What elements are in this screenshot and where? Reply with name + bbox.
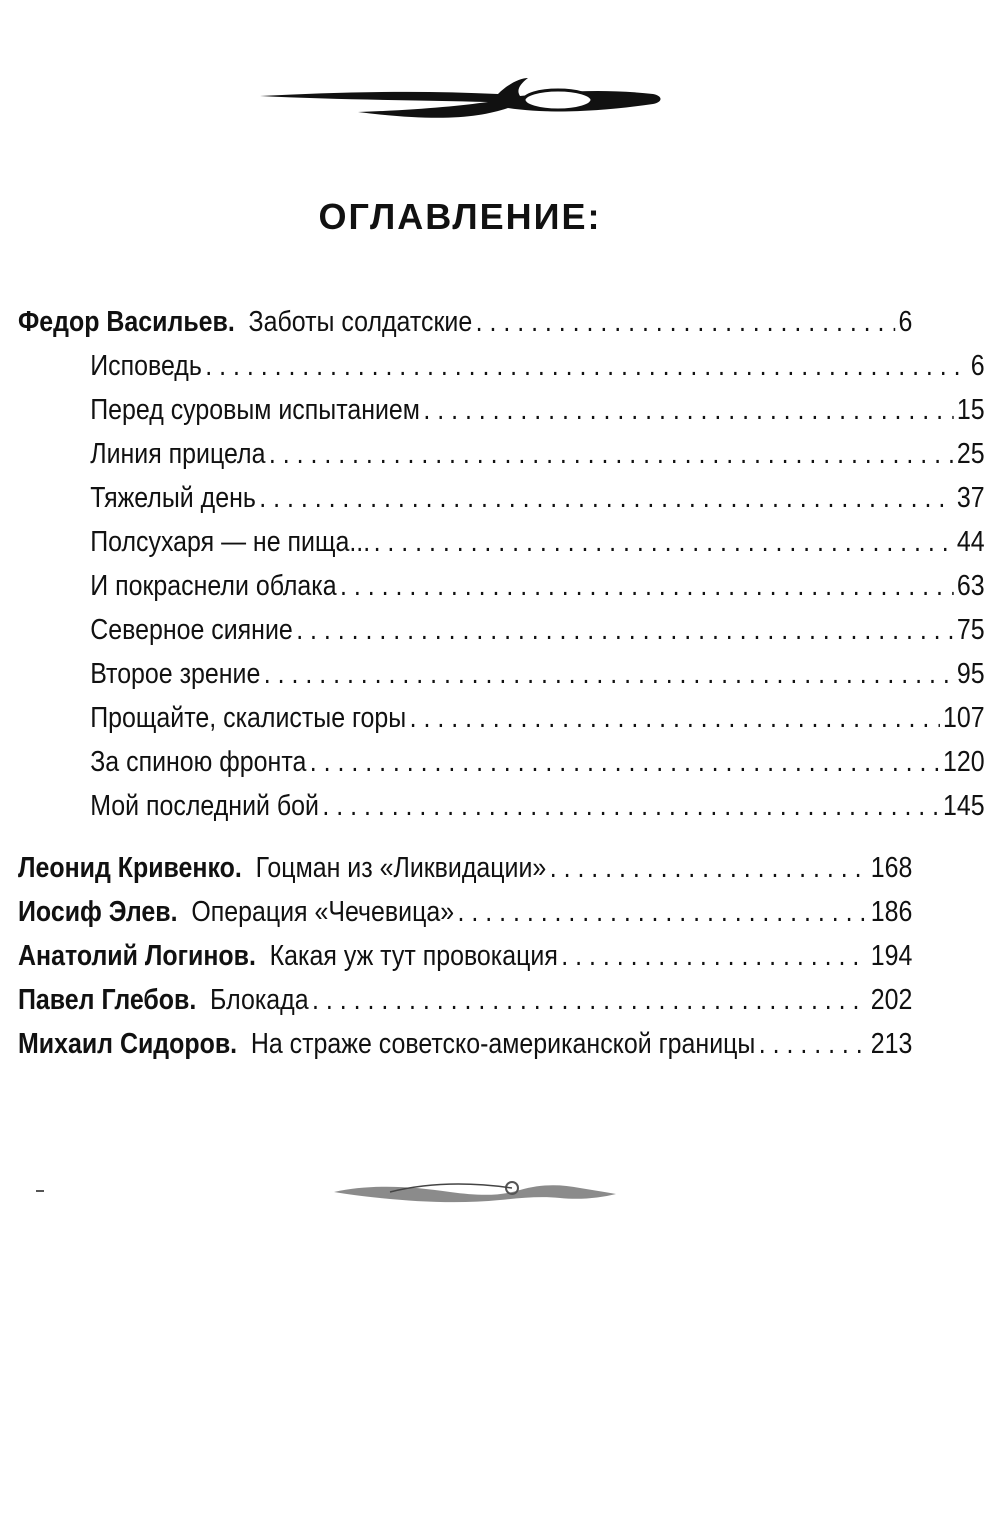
toc-entry[interactable] xyxy=(18,934,912,978)
dot-leader xyxy=(312,978,867,1022)
toc-page-number: 44 xyxy=(956,526,985,558)
dot-leader xyxy=(264,652,954,696)
dot-leader xyxy=(759,1022,868,1066)
toc-title: ОГЛАВЛЕНИЕ: xyxy=(318,196,602,237)
toc-subentry-title: Прощайте, скалистые горы xyxy=(90,702,407,734)
dot-leader xyxy=(296,608,953,652)
toc-subentry-title: Линия прицела xyxy=(90,438,266,470)
top-ornament-flourish xyxy=(258,70,668,130)
toc-author: Анатолий Логинов. xyxy=(18,940,256,972)
toc-entry[interactable] xyxy=(18,890,912,934)
dot-leader xyxy=(322,784,939,828)
toc-page-number: 63 xyxy=(956,570,985,602)
toc-entry-title: Какая уж тут провокация xyxy=(269,940,558,972)
toc-page-number: 202 xyxy=(870,984,913,1016)
dot-leader xyxy=(476,300,895,344)
toc-author: Иосиф Элев. xyxy=(18,896,178,928)
dot-leader xyxy=(410,696,940,740)
toc-subentry[interactable] xyxy=(18,564,985,608)
toc-subentry-title: За спиною фронта xyxy=(90,746,307,778)
toc-entry-title: Гоцман из «Ликвидации» xyxy=(255,852,547,884)
toc-subentry-title: Северное сияние xyxy=(90,614,293,646)
toc-subentry-title: Полсухаря — не пища... xyxy=(90,526,371,558)
toc-entry-title: Заботы солдатские xyxy=(248,306,473,338)
toc-page-number: 15 xyxy=(956,394,985,426)
dot-leader xyxy=(374,520,954,564)
toc-author: Павел Глебов. xyxy=(18,984,197,1016)
toc-subentry-title: Перед суровым испытанием xyxy=(90,394,420,426)
toc-subentry[interactable] xyxy=(18,476,985,520)
toc-subentry[interactable] xyxy=(18,432,985,476)
toc-subentry[interactable] xyxy=(18,608,985,652)
toc-subentry-title: Второе зрение xyxy=(90,658,261,690)
toc-page-number: 6 xyxy=(970,350,985,382)
bottom-ornament-flourish xyxy=(330,1172,620,1212)
toc-page-number: 120 xyxy=(943,746,985,778)
toc-author: Михаил Сидоров. xyxy=(18,1028,238,1060)
table-of-contents xyxy=(18,300,985,1066)
toc-page-number: 37 xyxy=(956,482,985,514)
toc-page-number: 25 xyxy=(956,438,985,470)
toc-subentry[interactable] xyxy=(18,652,985,696)
dot-leader xyxy=(269,432,954,476)
toc-page-number: 186 xyxy=(870,896,913,928)
toc-entry-title: На страже советско-американской границы xyxy=(250,1028,756,1060)
toc-subentry[interactable] xyxy=(18,520,985,564)
toc-subentry[interactable] xyxy=(18,696,985,740)
toc-subentry[interactable] xyxy=(18,388,985,432)
toc-subentry-title: Мой последний бой xyxy=(90,790,319,822)
dot-leader xyxy=(310,740,940,784)
toc-subentry[interactable] xyxy=(18,344,985,388)
dot-leader xyxy=(550,846,868,890)
dot-leader xyxy=(423,388,953,432)
toc-page-number: 95 xyxy=(956,658,985,690)
dot-leader xyxy=(458,890,868,934)
toc-subentry[interactable] xyxy=(18,784,985,828)
dot-leader xyxy=(259,476,953,520)
toc-subentry[interactable] xyxy=(18,740,985,784)
toc-entry-title: Операция «Чечевица» xyxy=(191,896,455,928)
toc-subentry-title: И покраснели облака xyxy=(90,570,337,602)
toc-page-number: 6 xyxy=(898,306,913,338)
toc-page-number: 168 xyxy=(870,852,913,884)
toc-subentry-title: Исповедь xyxy=(90,350,202,382)
dot-leader xyxy=(340,564,953,608)
dot-leader xyxy=(205,344,967,388)
toc-author: Леонид Кривенко. xyxy=(18,852,242,884)
toc-page-number: 107 xyxy=(943,702,985,734)
section-gap xyxy=(18,828,918,846)
toc-entry[interactable] xyxy=(18,846,912,890)
toc-page-number: 145 xyxy=(943,790,985,822)
toc-entry[interactable] xyxy=(18,1022,912,1066)
toc-page-number: 213 xyxy=(870,1028,913,1060)
toc-author: Федор Васильев. xyxy=(18,306,235,338)
toc-page-number: 75 xyxy=(956,614,985,646)
toc-entry[interactable] xyxy=(18,300,912,344)
dot-leader xyxy=(561,934,867,978)
toc-subentry-title: Тяжелый день xyxy=(90,482,256,514)
toc-page-number: 194 xyxy=(870,940,913,972)
toc-entry[interactable] xyxy=(18,978,912,1022)
toc-entry-title: Блокада xyxy=(210,984,309,1016)
print-speck xyxy=(36,1190,44,1192)
